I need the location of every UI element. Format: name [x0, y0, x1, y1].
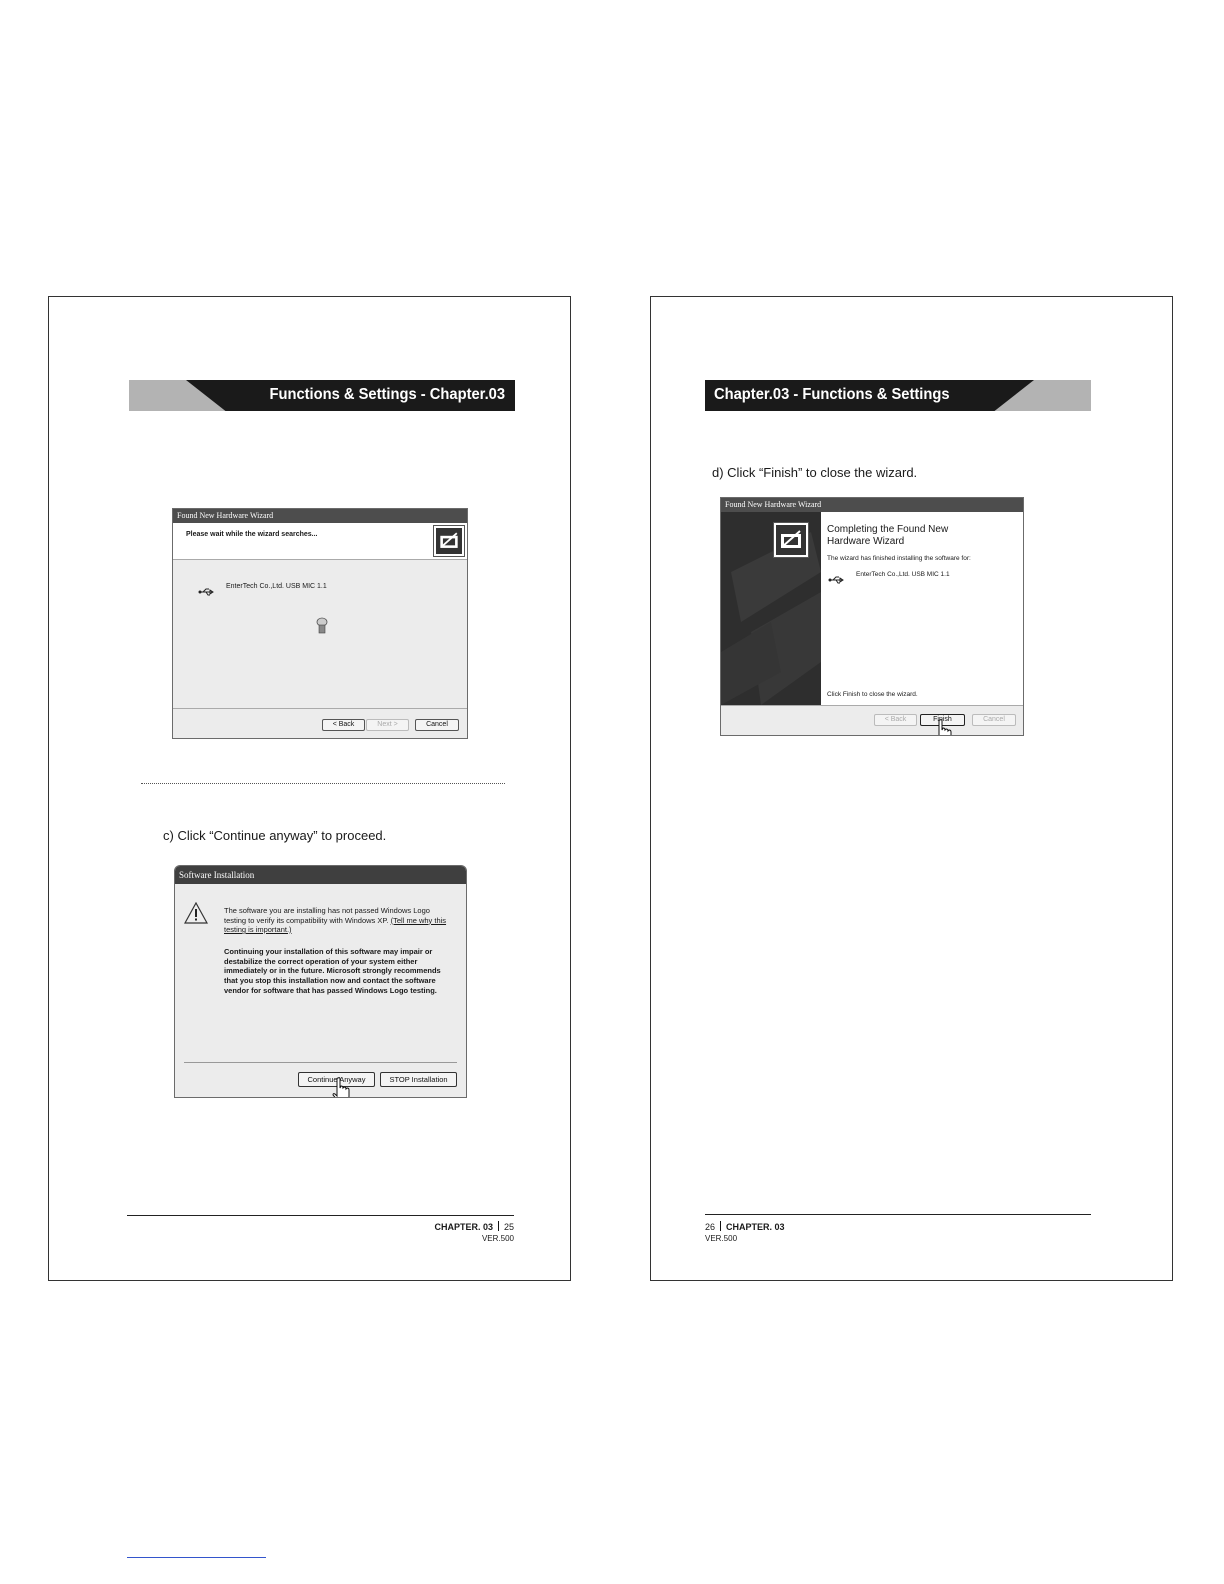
page-footer [434, 1221, 514, 1245]
usb-icon [198, 587, 216, 597]
flashlight-search-icon [316, 617, 328, 635]
device-name: EnterTech Co.,Ltd. USB MIC 1.1 [226, 583, 327, 590]
dialog-separator [184, 1062, 457, 1063]
dialog-separator [721, 705, 1023, 706]
page-number: 26 [705, 1222, 716, 1232]
chapter-banner [129, 380, 515, 411]
footer-chapter: CHAPTER. 03 [726, 1222, 785, 1232]
left-page [48, 296, 571, 1281]
footer-rule [127, 1215, 514, 1216]
continue-anyway-button[interactable]: Continue Anyway [298, 1072, 375, 1087]
next-button[interactable]: Next > [366, 719, 409, 731]
tell-me-why-link[interactable]: (Tell me why this testing is important.) [224, 915, 447, 934]
cancel-button[interactable]: Cancel [972, 714, 1016, 726]
usb-icon [828, 575, 846, 585]
section-divider [141, 783, 505, 784]
close-instruction: Click Finish to close the wizard. [827, 691, 918, 698]
hardware-icon [434, 526, 464, 556]
wizard-status-text: Please wait while the wizard searches... [186, 531, 318, 538]
footer-rule [705, 1214, 1091, 1215]
wizard-search-dialog [172, 508, 468, 739]
finish-button[interactable]: Finish [920, 714, 965, 726]
warning-message [224, 906, 449, 935]
dialog-title: Found New Hardware Wizard [721, 498, 1023, 512]
footer-version: VER.500 [481, 1234, 514, 1243]
dialog-title: Found New Hardware Wizard [173, 509, 467, 523]
logo-testing-text: The software you are installing has not passed Windows Logo testing to verify its compatibility with Windows XP. [224, 906, 430, 925]
step-c-instruction: c) Click “Continue anyway” to proceed. [163, 828, 387, 843]
chapter-banner-title: Functions & Settings - Chapter.03 [269, 386, 505, 403]
back-button[interactable]: < Back [874, 714, 917, 726]
wizard-content [821, 512, 1024, 705]
dialog-title: Software Installation [175, 866, 466, 884]
hand-cursor-icon [332, 1076, 352, 1098]
back-button[interactable]: < Back [322, 719, 365, 731]
dialog-header [173, 523, 467, 560]
footer-version: VER.500 [705, 1234, 738, 1243]
device-name: EnterTech Co.,Ltd. USB MIC 1.1 [856, 571, 950, 578]
wizard-complete-dialog [720, 497, 1024, 736]
page-number: 25 [503, 1222, 514, 1232]
footer-chapter: CHAPTER. 03 [434, 1222, 493, 1232]
cancel-button[interactable]: Cancel [415, 719, 459, 731]
hand-cursor-icon [934, 718, 954, 736]
wizard-heading: Completing the Found New Hardware Wizard [827, 524, 949, 547]
wizard-side-panel [721, 512, 821, 705]
finished-text: The wizard has finished installing the software for: [827, 555, 971, 562]
stop-installation-button[interactable]: STOP Installation [380, 1072, 457, 1087]
stability-warning: Continuing your installation of this software may impair or destabilize the correct operation of your system either immediately or in the future. Microsoft strongly recommends that you stop this installation now and contact the software vendor for software that has passed Windows Logo testing. [224, 947, 441, 995]
chapter-banner-title: Chapter.03 - Functions & Settings [714, 386, 950, 403]
software-installation-dialog [174, 865, 467, 1098]
chapter-banner [705, 380, 1091, 411]
step-d-instruction: d) Click “Finish” to close the wizard. [712, 465, 918, 480]
page-footer [705, 1221, 785, 1245]
hardware-icon [774, 523, 808, 557]
warning-icon [184, 902, 208, 924]
right-page [650, 296, 1173, 1281]
dialog-separator [173, 708, 467, 709]
bottom-link-rule [127, 1557, 266, 1558]
